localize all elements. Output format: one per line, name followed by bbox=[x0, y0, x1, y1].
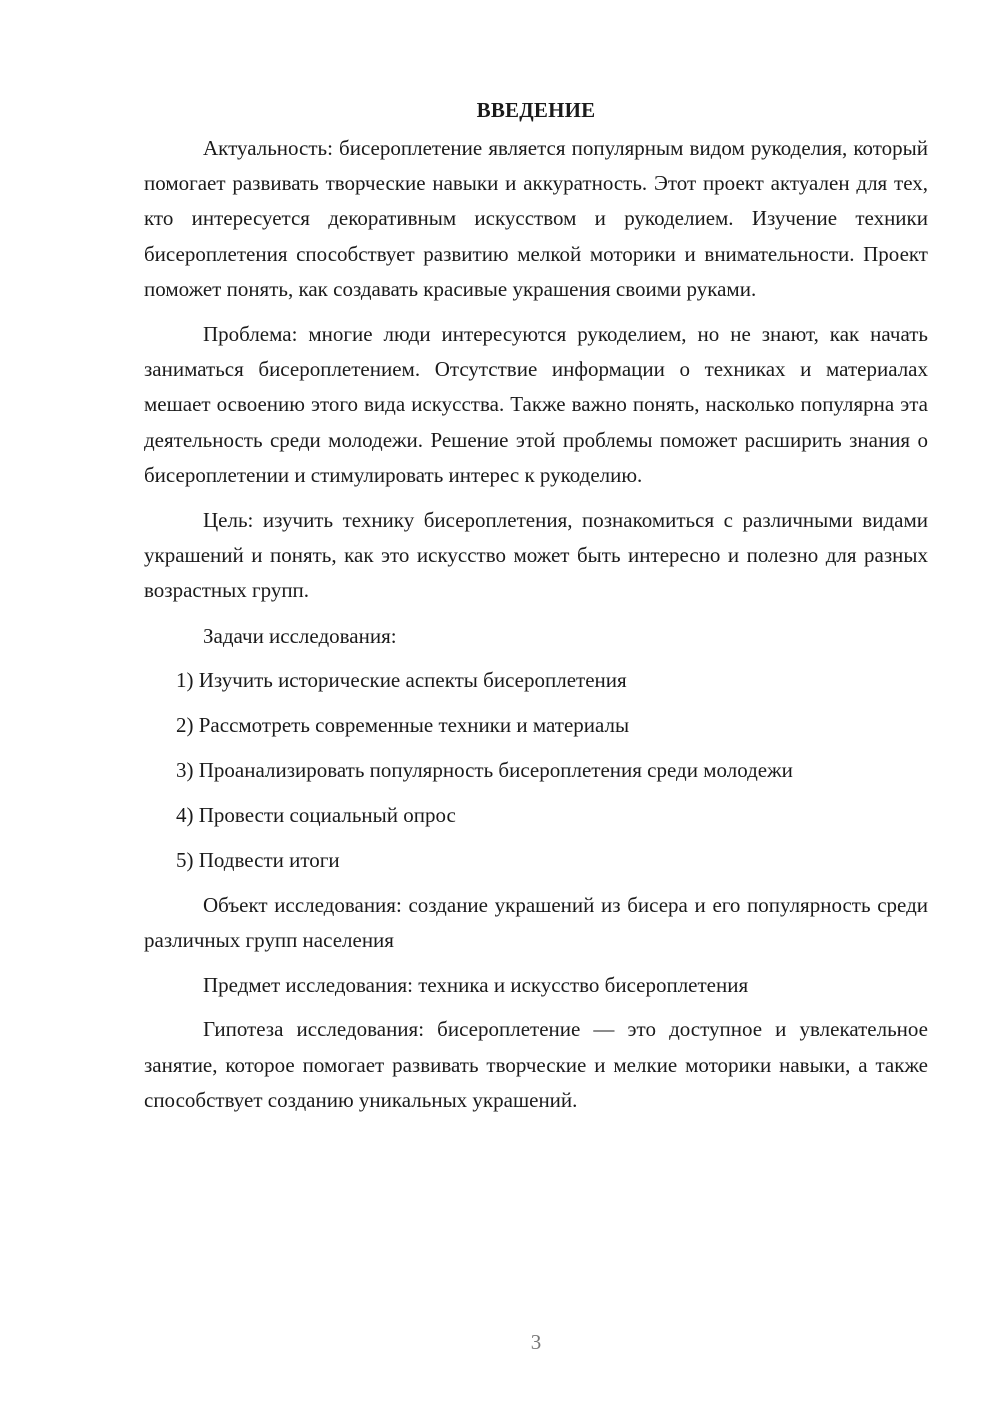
document-page bbox=[144, 92, 928, 1128]
list-item: 4) Провести социальный опрос bbox=[176, 802, 456, 827]
tasks-heading: Задачи исследования: bbox=[203, 623, 397, 648]
paragraph-object: Объект исследования: создание украшений из бисера и его популярность среди различных групп населения bbox=[144, 892, 928, 953]
paragraph-relevance: Актуальность: бисероплетение является популярным видом рукоделия, который помогает развивать творческие навыки и аккуратность. Этот проект актуален для тех, кто интересуется декоративным искусством и рукоделием. Изучение техники бисероплетения способствует развитию мелкой моторики и внимательности. Проект поможет понять, как создавать красивые украшения своими руками. bbox=[144, 136, 928, 301]
list-item: 1) Изучить исторические аспекты бисероплетения bbox=[176, 667, 627, 692]
list-item: 2) Рассмотреть современные техники и материалы bbox=[176, 712, 630, 737]
paragraph-subject: Предмет исследования: техника и искусство бисероплетения bbox=[203, 973, 749, 998]
paragraph-goal: Цель: изучить технику бисероплетения, познакомиться с различными видами украшений и понять, как это искусство может быть интересно и полезно для разных возрастных групп. bbox=[144, 508, 928, 603]
paragraph-hypothesis: Гипотеза исследования: бисероплетение — это доступное и увлекательное занятие, которое помогает развивать творческие и мелкие моторики навыки, а также способствует созданию уникальных украшений. bbox=[144, 1017, 928, 1112]
page-title: ВВЕДЕНИЕ bbox=[476, 98, 596, 122]
list-item: 3) Проанализировать популярность бисероплетения среди молодежи bbox=[176, 757, 793, 782]
tasks-list bbox=[144, 663, 928, 878]
page-number: 3 bbox=[530, 1330, 542, 1354]
list-item: 5) Подвести итоги bbox=[176, 847, 340, 872]
paragraph-problem: Проблема: многие люди интересуются рукоделием, но не знают, как начать заниматься бисероплетением. Отсутствие информации о техниках и материалах мешает освоению этого вида искусства. Также важно понять, насколько популярна эта деятельность среди молодежи. Решение этой проблемы поможет расширить знания о бисероплетении и стимулировать интерес к рукоделию. bbox=[144, 322, 928, 487]
